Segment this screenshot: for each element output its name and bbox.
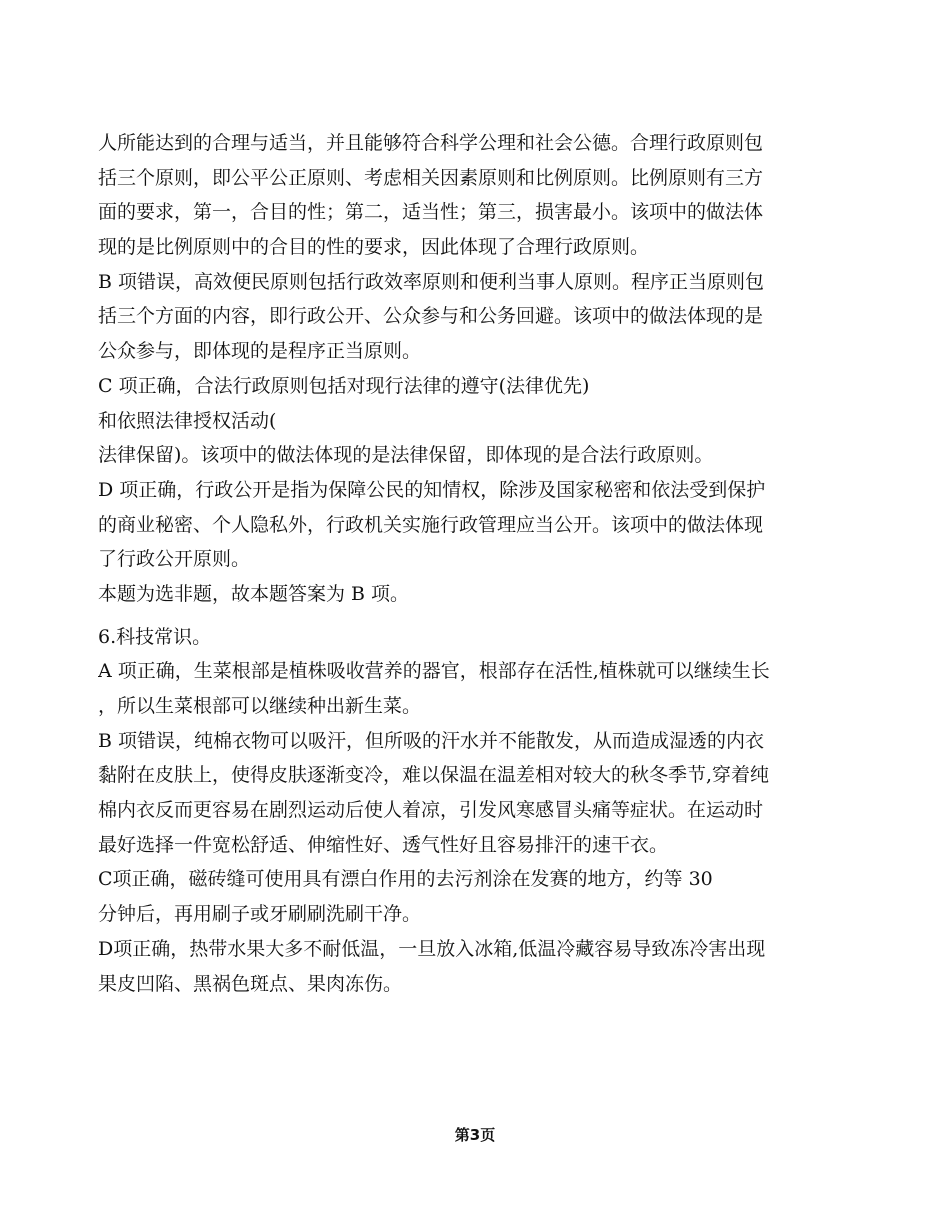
text-line: 黏附在皮肤上，使得皮肤逐渐变冷，难以保温在温差相对较大的秋冬季节,穿着纯 [98,764,770,787]
text-line: 现的是比例原则中的合目的性的要求，因此体现了合理行政原则。 [98,236,650,259]
text-line: 果皮凹陷、黑祸色斑点、果肉冻伤。 [98,972,403,995]
text-line: 的商业秘密、个人隐私外，行政机关实施行政管理应当公开。该项中的做法体现 [98,513,764,536]
paragraph-gap [98,612,868,620]
text-line: 最好选择一件宽松舒适、伸缩性好、透气性好且容易排汗的速干衣。 [98,833,669,856]
text-line: 括三个方面的内容，即行政公开、公众参与和公务回避。该项中的做法体现的是 [98,305,764,328]
text-line: 面的要求，第一，合目的性；第二，适当性；第三，损害最小。该项中的做法体 [98,201,764,224]
text-line: 和依照法律授权活动( [98,409,277,432]
page-body [98,126,868,1001]
text-line: 分钟后，再用刷子或牙刷刷洗刷干净。 [98,903,422,926]
text-line: D项正确，热带水果大多不耐低温，一旦放入冰箱,低温冷藏容易导致冻冷害出现 [98,937,766,960]
text-line: 棉内衣反而更容易在剧烈运动后使人着凉，引发风寒感冒头痛等症状。在运动时 [98,799,764,822]
text-line: C 项正确，合法行政原则包括对现行法律的遵守(法律优先) [98,374,590,397]
text-line: 人所能达到的合理与适当，并且能够符合科学公理和社会公德。合理行政原则包 [98,132,764,154]
text-line: D 项正确，行政公开是指为保障公民的知情权，除涉及国家秘密和依法受到保护 [98,478,766,501]
text-line: 法律保留)。该项中的做法体现的是法律保留，即体现的是合法行政原则。 [98,444,714,467]
text-line: 公众参与，即体现的是程序正当原则。 [98,340,422,363]
text-line: ，所以生菜根部可以继续种出新生菜。 [98,695,422,717]
section-heading: 6.科技常识。 [98,625,212,648]
text-line: C项正确，磁砖缝可使用具有漂白作用的去污剂涂在发赛的地方，约等 30 [98,868,713,891]
page-number: 第3页 [454,1126,496,1144]
text-line: 了行政公开原则。 [98,548,251,571]
text-line: B 项错误，纯棉衣物可以吸汗，但所吸的汗水并不能散发，从而造成湿透的内衣 [98,729,765,752]
text-line: B 项错误，高效便民原则包括行政效率原则和便利当事人原则。程序正当原则包 [98,270,765,293]
text-line: A 项正确，生菜根部是植株吸收营养的器官，根部存在活性,植株就可以继续生长 [98,660,770,683]
text-line: 本题为选非题，故本题答案为 B 项。 [98,582,410,605]
text-line: 括三个原则，即公平公正原则、考虑相关因素原则和比例原则。比例原则有三方 [98,166,764,189]
